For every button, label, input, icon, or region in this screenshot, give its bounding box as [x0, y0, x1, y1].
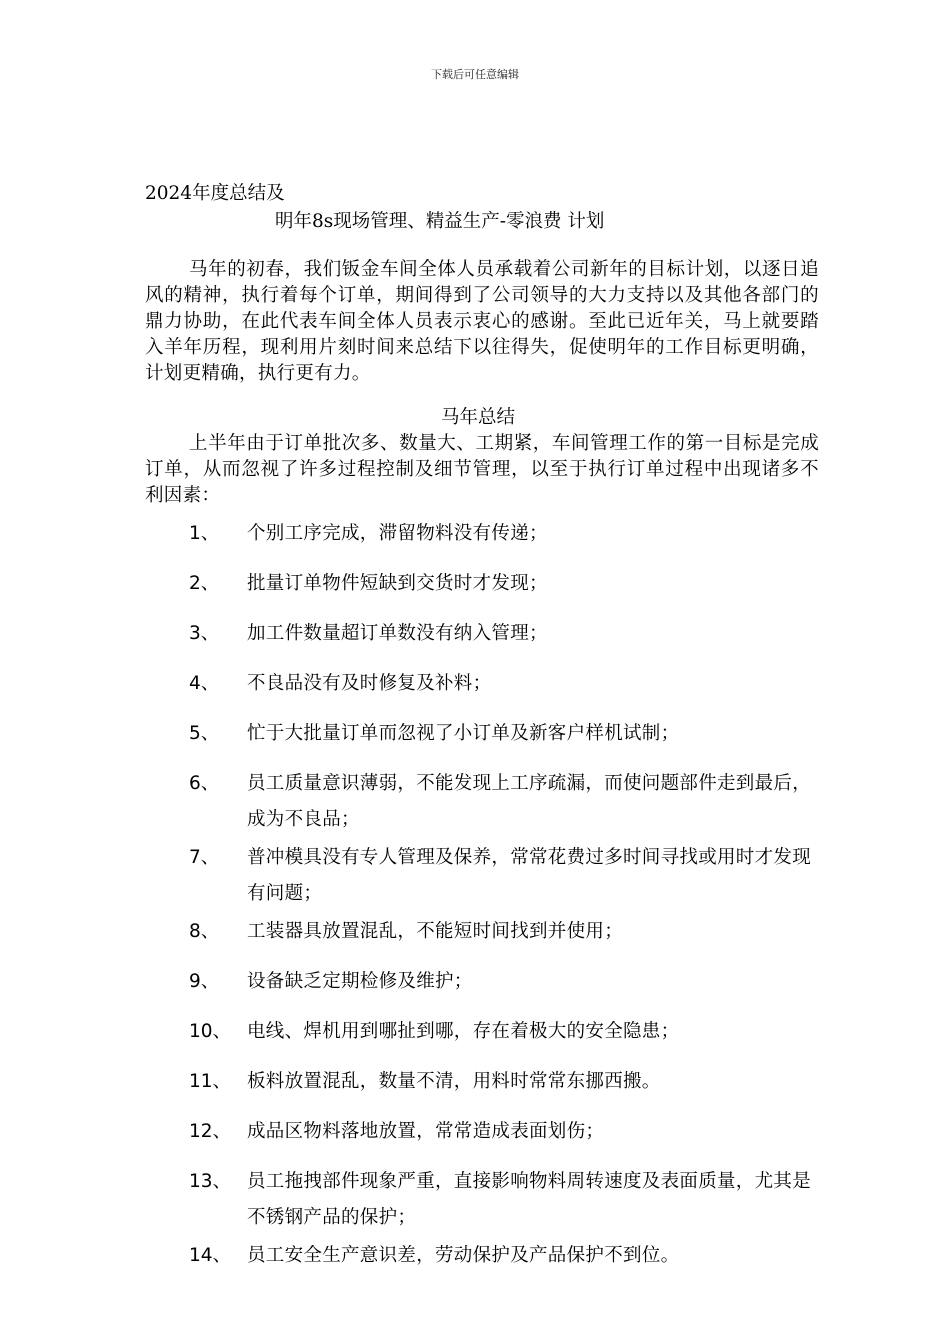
issue-text: 电线、焊机用到哪扯到哪，存在着极大的安全隐患；	[247, 1021, 680, 1042]
issue-text: 设备缺乏定期检修及维护；	[247, 971, 473, 992]
issue-number: 12、	[189, 1121, 232, 1142]
document-title-line-1: 2024年度总结及	[145, 183, 285, 204]
issue-number: 13、	[189, 1171, 232, 1192]
issue-number: 11、	[189, 1071, 232, 1092]
issue-text: 忙于大批量订单而忽视了小订单及新客户样机试制；	[247, 723, 680, 744]
issue-text: 员工安全生产意识差，劳动保护及产品保护不到位。	[247, 1245, 680, 1266]
issue-text: 工装器具放置混乱，不能短时间找到并使用；	[247, 921, 624, 942]
first-half-paragraph: 上半年由于订单批次多、数量大、工期紧，车间管理工作的第一目标是完成订单，从而忽视了许多过程控制及细节管理，以至于执行订单过程中出现诸多不利因素：	[145, 433, 819, 506]
issue-number: 6、	[189, 773, 220, 794]
issue-text: 个别工序完成，滞留物料没有传递；	[247, 523, 548, 544]
issue-text: 员工质量意识薄弱，不能发现上工序疏漏，而使问题部件走到最后，成为不良品；	[247, 773, 812, 830]
issue-number: 8、	[189, 921, 220, 942]
issue-number: 4、	[189, 673, 220, 694]
issue-text: 普冲模具没有专人管理及保养，常常花费过多时间寻找或用时才发现有问题；	[247, 847, 812, 904]
issue-number: 3、	[189, 623, 220, 644]
issue-text: 加工件数量超订单数没有纳入管理；	[247, 623, 548, 644]
section-heading: 马年总结	[440, 407, 515, 428]
intro-paragraph: 马年的初春，我们钣金车间全体人员承载着公司新年的目标计划，以逐日追风的精神，执行着每个订单，期间得到了公司领导的大力支持以及其他各部门的鼎力协助，在此代表车间全体人员表示衷心的感谢。至此已近年关，马上就要踏入羊年历程，现利用片刻时间来总结下以往得失，促使明年的工作目标更明确，计划更精确，执行更有力。	[145, 259, 819, 384]
issue-number: 2、	[189, 573, 220, 594]
issue-number: 7、	[189, 847, 220, 868]
page-header-note: 下载后可任意编辑	[431, 68, 519, 81]
issue-number: 14、	[189, 1245, 232, 1266]
issue-number: 1、	[189, 523, 220, 544]
issue-text: 板料放置混乱，数量不清，用料时常常东挪西搬。	[247, 1071, 661, 1092]
issue-text: 员工拖拽部件现象严重，直接影响物料周转速度及表面质量，尤其是不锈钢产品的保护；	[247, 1171, 812, 1228]
issue-text: 不良品没有及时修复及补料；	[247, 673, 492, 694]
issue-text: 成品区物料落地放置，常常造成表面划伤；	[247, 1121, 605, 1142]
issue-number: 9、	[189, 971, 220, 992]
issue-number: 10、	[189, 1021, 232, 1042]
issue-number: 5、	[189, 723, 220, 744]
document-title-line-2: 明年8s现场管理、精益生产-零浪费 计划	[275, 211, 605, 232]
issue-text: 批量订单物件短缺到交货时才发现；	[247, 573, 548, 594]
